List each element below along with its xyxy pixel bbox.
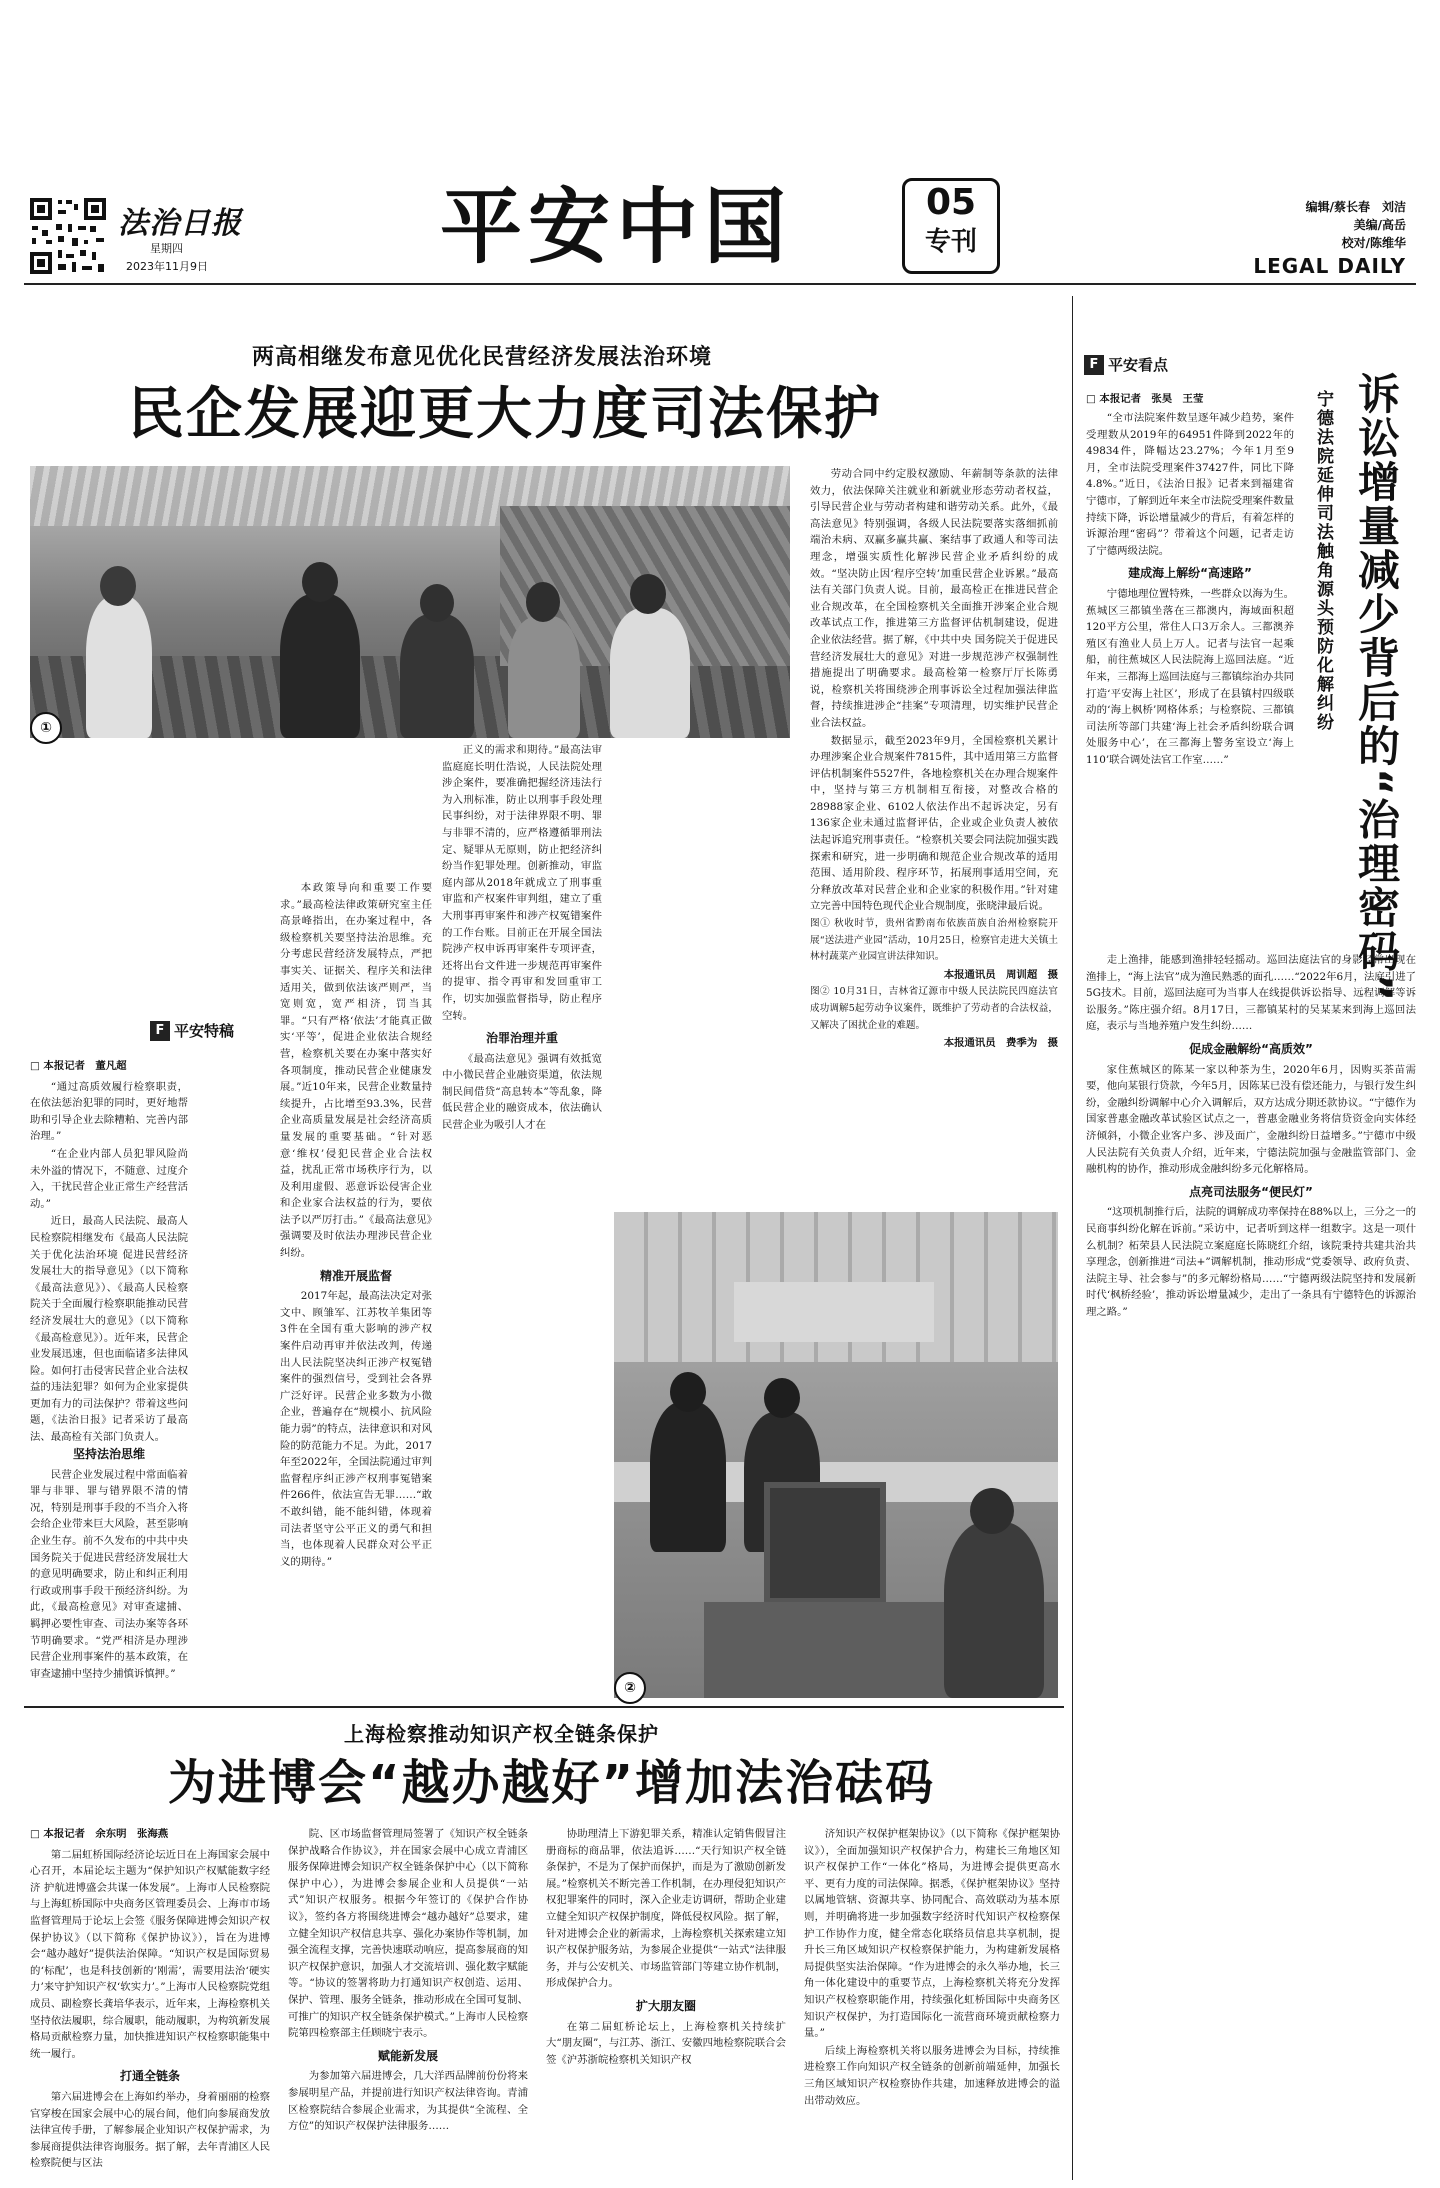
column-tag-pingan-tegao — [150, 1020, 234, 1041]
paper-name: 法治日报 — [118, 206, 242, 241]
photo-1 — [30, 466, 790, 738]
page-type: 专刊 — [924, 227, 977, 257]
sidebar-column-tag: 平安看点 — [1108, 356, 1169, 374]
article2-subhead-1: 打通全链条 — [119, 2069, 180, 2084]
article2-col2-text: 院、区市场监督管理局签署了《知识产权全链条保护战略合作协议》，并在国家会展中心成立青浦区服务保障进博会知识产权全链条保护中心（以下简称保护中心），为进博会参展企业和人员提供“一站式”知识产权服务。根据今年签订的《保护合作协议》，签约各方将围绕进博会“越办越好”总要求，建立健全知识产权信息共享、强化办案协作等机制，加强全流程支撑，完善快速联动响应，提高参展商的知识产权保护意识，加强人才交流培训、强化数字赋能等。“协议的签署将助力打通知识产权创造、运用、保护、管理、服务全链条，推动形成在全国可复制、可推广的知识产权全链条保护模式。”上海市人民检察院第四检察部主任顾晓宁表示。 — [288, 1828, 528, 2040]
weekday: 星期四 — [150, 242, 183, 255]
sidebar-subhead-1: 建成海上解纷“高速路” — [1128, 566, 1252, 581]
photo-2 — [614, 1212, 1058, 1698]
sidebar-divider — [1072, 296, 1073, 2180]
photo-2-number-icon: ② — [614, 1672, 646, 1704]
article1-col4-text: 正义的需求和期待。”最高法审监庭庭长明仕浩说，人民法院处理涉企案件，要准确把握经济违法行为入刑标准，防止以刑事手段处理民事纠纷，对于法律界限不明、罪与非罪不清的，应严格遵循罪刑法定、疑罪从无原则，防止把经济纠纷当作犯罪处理。创新推动，审监庭内部从2018年就成立了刑事重审监和产权案件审判组，建立了重大刑事再审案件和涉产权冤错案件的工作台账。目前正在开展全国法院涉产权申诉再审案件专项评查，还将出台文件进一步规范再审案件的提审、指令再审和发回重审工作，切实加强监督指导，防止程序空转。 — [442, 744, 602, 1022]
article1-col4b-text: 《最高法意见》强调有效抵宽中小微民营企业融资渠道，依法规制民间借贷“高息转本”等乱象，降低民营企业的融资成本，依法确认民营企业为吸引人才在 — [442, 1052, 602, 1132]
page-number: 05 — [925, 182, 977, 223]
sidebar-p4: 家住蕉城区的陈某一家以种茶为生，2020年6月，因购买茶苗需要，他向某银行贷款，今年5月，因陈某已没有偿还能力，与银行发生纠纷，金融纠纷调解中心介入调解后，双方达成分期还款协议。“宁德作为国家普惠金融改革试验区试点之一，普惠金融业务将信贷资金向实体经济倾斜，小微企业客户多、涉及面广，金融纠纷日益增多。”宁德市中级人民法院有关负责人介绍，近年来，宁德法院加强与金融监管部门、金融机构的协作，推动形成金融纠纷多元化解格局。 — [1086, 1063, 1416, 1176]
section-title: 平安中国 — [440, 180, 793, 275]
article1-col3b-text: 2017年起，最高法决定对张文中、顾雏军、江苏牧羊集团等3件在全国有重大影响的涉产权案件启动再审并依法改判，传递出人民法院坚决纠正涉产权冤错案件的强烈信号，受到社会各界广泛好评。民营企业多数为小微企业，普遍存在“规模小、抗风险能力弱”的特点，法律意识和对风险的防范能力不足。为此，2017年至2022年，全国法院通过审判监督程序纠正涉产权刑事冤错案件266件，依法宣告无罪……“敢不敢纠错，能不能纠错，体现着司法者坚守公平正义的勇气和担当，也体现着人民群众对公平正义的期待。” — [280, 1290, 432, 1568]
editor-line: 编辑/蔡长春 刘洁 — [1305, 200, 1406, 214]
sidebar-p5: “这项机制推行后，法院的调解成功率保持在88%以上，三分之一的民商事纠纷化解在诉前。”采访中，记者听到这样一组数字。这是一项什么机制？柘荣县人民法院立案庭庭长陈晓红介绍，该院秉持共建共治共享理念，创新推进“司法+”调解机制，推动形成“党委领导、政府负责、法院主导、社会参与”的多元解纷格局……“宁德两级法院坚持和发展新时代‘枫桥经验’，推动诉讼增量减少，走出了一条具有宁德特色的诉源治理之路。” — [1086, 1206, 1416, 1318]
article2-col1-text: 第二届虹桥国际经济论坛近日在上海国家会展中心召开，本届论坛主题为“保护知识产权赋能数字经济 护航进博盛会共谋一体发展”。上海市人民检察院与上海虹桥国际中央商务区管理委员会、上海市市场监督管理局于论坛上会签《服务保障进博会知识产权保护协议》（以下简称《保护协议》），旨在为进博会“越办越好”提供法治保障。“知识产权是国际贸易的‘标配’，也是科技创新的‘刚需’，需要用法治‘硬实力’来守护知识产权‘软实力’。”上海市人民检察院党组成员、副检察长龚培华表示，近年来，上海检察机关坚持依法履职，综合履职，能动履职，为构筑新发展格局贡献检察力量，加快推进知识产权检察职能集中统一履行。 — [30, 1848, 270, 2060]
article1-kicker: 两高相继发布意见优化民营经济发展法治环境 — [252, 345, 713, 370]
article1-col2b-text: 民营企业发展过程中常面临着罪与非罪、罪与错界限不清的情况，特别是刑事手段的不当介入将会给企业带来巨大风险，甚至影响企业生存。前不久发布的中共中央 国务院关于促进民营经济发展壮大的意见明确要求，防止和纠正利用行政或刑事手段干预经济纠纷。为此，《最高检意见》对审查逮捕、羁押必要性审查、司法办案等各环节明确要求。“党严相济是办理涉民营企业刑事案件的基本政策，在审查逮捕中坚持少捕慎诉慎押。” — [30, 1468, 188, 1680]
article1-col5-text: 劳动合同中约定股权激励、年薪制等条款的法律效力，依法保障关注就业和新就业形态劳动者权益，引导民营企业与劳动者构建和谐劳动关系。此外，《最高法意见》特别强调，各级人民法院要落实落细抓前端治未病、双赢多赢共赢、案结事了政通人和等司法理念，增强实质性化解涉民营企业矛盾纠纷的成效。“坚决防止因‘程序空转’加重民营企业诉累。”最高法有关部门负责人说。目前，最高检正在推进民营企业合规改革，在全国检察机关全面推开涉案企业合规改革试点工作，推进第三方监督评估机制建设，促进企业依法经营。据了解，《中共中央 国务院关于促进民营经济发展壮大的意见》对进一步规范涉产权强制性措施提出了明确要求。最高检第一检察厅厅长陈勇说，检察机关将围绕涉企刑事诉讼全过程加强法律监督，持续推进涉企“挂案”专项清理，切实维护民营企业合法权益。 — [810, 468, 1058, 729]
qr-code — [28, 196, 108, 276]
article2-col-4 — [804, 1826, 1060, 2178]
sidebar-headline: 诉讼增量减少背后的“治理密码” — [1352, 372, 1401, 1004]
column-logo-icon: F — [150, 1021, 170, 1041]
article1-col-3 — [280, 880, 432, 1698]
photo-1-caption: 图① 秋收时节，贵州省黔南布依族苗族自治州检察院开展“送法进产业园”活动，10月25日，检察官走进大关镇土林村蔬菜产业园宣讲法律知识。 — [810, 918, 1058, 963]
article2-col4b-text: 后续上海检察机关将以服务进博会为目标，持续推进检察工作向知识产权全链条的创新前端延伸，加强长三角区域知识产权检察协作共建，加速释放进博会的溢出带动效应。 — [804, 2044, 1060, 2107]
masthead-rule — [24, 283, 1416, 285]
article1-col2-text: 近日，最高人民法院、最高人民检察院相继发布《最高人民法院关于优化法治环境 促进民营经济发展壮大的指导意见》（以下简称《最高法意见》）、《最高人民检察院关于全面履行检察职能推动民营经济发展壮大的意见》（以下简称《最高检意见》）。近年来，民营企业发展迅速，但也面临诸多法律风险。如何打击侵害民营企业合法权益的违法犯罪？如何为企业家提供更加有力的司法保护？带着这些问题，《法治日报》记者采访了最高法、最高检有关部门负责人。 — [30, 1215, 188, 1444]
article2-col3-text: 协助理清上下游犯罪关系，精准认定销售假冒注册商标的商品罪，依法追诉……“天行知识产权全链条保护，不是为了保护而保护，而是为了激励创新发展。”检察机关不断完善工作机制，在办理侵犯知识产权犯罪案件的同时，深入企业走访调研，帮助企业建立健全知识产权保护制度，降低侵权风险。据了解，针对进博会企业的新需求，上海检察机关探索建立知识产权保护服务站，为参展企业提供“一站式”法律服务，并与公安机关、市场监管部门等建立协作机制，形成保护合力。 — [546, 1828, 786, 1990]
article1-col1 — [30, 1058, 188, 1456]
article1-col3-text: 本政策导向和重要工作要求。”最高检法律政策研究室主任高景峰指出，在办案过程中，各级检察机关要坚持法治思维。充分考虑民营经济发展特点，严把事实关、证据关、程序关和法律适用关，做到依法该严则严，当宽则宽，宽严相济，罚当其罪。“只有严格‘依法’才能真正做实‘平等’，促进企业依法合规经营，检察机关要在办案中落实好各项制度，推动民营企业健康发展。”近10年来，民营企业数量持续提升，占比增至93.3%，民营企业高质量发展是社会经济高质量发展的重要基础。“针对恶意‘维权’侵犯民营企业合法权益，扰乱正常市场秩序行为，以及利用虚假、恶意诉讼侵害企业和企业家合法权益的行为，要依法予以严厉打击。”《最高法意见》强调要及时依法办理涉民营企业纠纷。 — [280, 882, 432, 1260]
sidebar-p2: 宁德地理位置特殊，一些群众以海为生。蕉城区三都镇坐落在三都澳内，海域面积超120平方公里，常住人口3万余人。三都澳养殖区有渔业人员上万人。记者与法官一起乘船，前往蕉城区人民法院海上巡回法庭。“近年来，三都海上巡回法庭与三都镇综治办共同打造‘平安海上社区’，形成了在县镇村四级联动的‘海上枫桥’网格体系；与检察院、三都镇司法所等部门共建‘海上社会矛盾纠纷联合调处服务中心’，在三都海上警务室设立‘海上110’联合调处法官工作室……” — [1086, 587, 1294, 766]
sidebar-byline: □ 本报记者 张昊 王莹 — [1086, 393, 1204, 405]
sidebar-p1: “全市法院案件数呈逐年减少趋势，案件受理数从2019年的64951件降到2022年的49834件，降幅达23.27%；今年1月至9月，全市法院受理案件37427件，同比下降4.8%。”近日，《法治日报》记者来到福建省宁德市，了解到近年来全市法院受理案件数量持续下降，诉讼增量减少的背后，有着怎样的诉源治理“密码”？带着这个问题，记者走访了宁德两级法院。 — [1086, 412, 1294, 557]
article1-bottom-rule — [24, 1706, 1064, 1708]
article1-col-right — [810, 466, 1058, 1206]
article1-headline: 民企发展迎更大力度司法保护 — [128, 382, 882, 447]
sidebar-p3: 走上渔排，能感到渔排轻轻摇动。巡回法庭法官的身影经常出现在渔排上，“海上法官”成为渔民熟悉的面孔……“2022年6月，法庭引进了5G技术。目前，巡回法庭可为当事人在线提供诉讼指导、远程调解等诉讼服务。”陈庄强介绍。8月17日，三都镇某村的吴某某来到海上巡回法庭，表示与当地养殖户发生纠纷…… — [1086, 954, 1416, 1033]
article1-lead-1: “通过高质效履行检察职责，在依法惩治犯罪的同时，更好地帮助和引导企业去除糟粕、完善内部治理。” — [30, 1080, 188, 1143]
sidebar-col-full — [1086, 952, 1416, 2178]
article1-col5b-text: 数据显示，截至2023年9月，全国检察机关累计办理涉案企业合规案件7815件，其中适用第三方监督评估机制案件5527件，各地检察机关在办理合规案件中，坚持与第三方机制相互衔接，对整改合格的28988家企业、6102人依法作出不起诉决定，另有136家企业未通过监督评估，企业或企业负责人被依法起诉追究刑事责任。“检察机关要会同法院加强实践探索和研究，进一步明确和规范企业合规改革的适用范围、适用阶段、程序环节，拓展刑事适用空间，充分释放改革对民营企业和企业家的积极作用。”针对建立完善中国特色现代企业合规制度，张晓津最后说。 — [810, 734, 1058, 913]
article2-byline: □ 本报记者 余东明 张海燕 — [30, 1828, 169, 1840]
column-tag-label: 平安特稿 — [174, 1022, 235, 1040]
sidebar-subhead-3: 点亮司法服务“便民灯” — [1189, 1184, 1313, 1199]
proofreader-line: 校对/陈维华 — [1341, 236, 1406, 250]
photo-2-caption: 图② 10月31日，吉林省辽源市中级人民法院民四庭法官成功调解5起劳动争议案件，既维护了劳动者的合法权益，又解决了困扰企业的难题。 — [810, 986, 1058, 1031]
article2-subhead-2: 赋能新发展 — [377, 2048, 438, 2063]
photo-1-credit: 本报通讯员 周训超 摄 — [943, 968, 1058, 981]
article2-col-2 — [288, 1826, 528, 2178]
english-name: LEGAL DAILY — [1253, 254, 1406, 278]
page-badge — [902, 178, 1000, 274]
editor-credits — [1306, 198, 1406, 252]
designer-line: 美编/高岳 — [1353, 218, 1406, 232]
article2-col-1 — [30, 1826, 270, 2178]
article1-col1-lower — [30, 1440, 188, 1698]
article2-subhead-3: 扩大朋友圈 — [635, 1998, 696, 2013]
article1-lead-2: “在企业内部人员犯罪风险尚未外溢的情况下，不随意、过度介入，干扰民营企业正常生产经营活动。” — [30, 1147, 188, 1210]
article2-col4-text: 济知识产权保护框架协议》（以下简称《保护框架协议》），全面加强知识产权保护合力，构建长三角地区知识产权保护工作“一体化”格局，为进博会提供更高水平、更有力度的司法保障。据悉，《保护框架协议》坚持以属地管辖、资源共享、协同配合、高效联动为基本原则，并明确将进一步加强数字经济时代知识产权检察保护工作协作力度，健全常态化联络员信息共享机制，提升长三角区域知识产权检察保护能力，为构建新发展格局提供坚实法治保障。“作为进博会的永久举办地，长三角一体化建设中的重要节点，上海检察机关将充分发挥知识产权检察职能作用，持续强化虹桥国际中央商务区知识产权保护，为打造国际化一流营商环境贡献检察力量。” — [804, 1828, 1060, 2040]
column-logo-icon-2: F — [1084, 355, 1104, 375]
article2-col1b-text: 第六届进博会在上海如约举办，身着丽丽的检察官穿梭在国家会展中心的展台间，他们向参展商发放法律宣传手册，了解参展企业知识产权保护需求，为参展商提供法律咨询服务。据了解，去年青浦区人民检察院便与区法 — [30, 2090, 270, 2170]
column-tag-pingan-kandian — [1084, 354, 1168, 375]
article1-subhead-3: 治罪治理并重 — [485, 1031, 558, 1046]
issue-date: 2023年11月9日 — [126, 260, 208, 273]
article2-col2b-text: 为参加第六届进博会，几大洋西品牌前份份将来参展明星产品，并提前进行知识产权法律咨询。青浦区检察院结合参展企业需求，为其提供“全流程、全方位”的知识产权保护法律服务…… — [288, 2070, 528, 2133]
sidebar-subtitle: 宁德法院延伸司法触角源头预防化解纠纷 — [1313, 390, 1333, 732]
article2-col-3 — [546, 1826, 786, 2178]
photo-1-number-icon: ① — [30, 712, 62, 744]
article2-headline: 为进博会“越办越好”增加法治砝码 — [168, 1755, 936, 1811]
sidebar-col-top — [1086, 410, 1294, 952]
article2-kicker: 上海检察推动知识产权全链条保护 — [344, 1722, 659, 1746]
article1-col-4 — [442, 742, 602, 1698]
article1-subhead-1: 坚持法治思维 — [72, 1447, 145, 1461]
article1-subhead-2: 精准开展监督 — [319, 1268, 392, 1283]
sidebar-subhead-2: 促成金融解纷“高质效” — [1189, 1041, 1313, 1056]
article1-byline: □ 本报记者 董凡超 — [30, 1060, 127, 1072]
photo-2-credit: 本报通讯员 费季为 摄 — [943, 1037, 1058, 1050]
article2-col3b-text: 在第二届虹桥论坛上，上海检察机关持续扩大“朋友圈”，与江苏、浙江、安徽四地检察院联合会签《沪苏浙皖检察机关知识产权 — [546, 2020, 786, 2066]
